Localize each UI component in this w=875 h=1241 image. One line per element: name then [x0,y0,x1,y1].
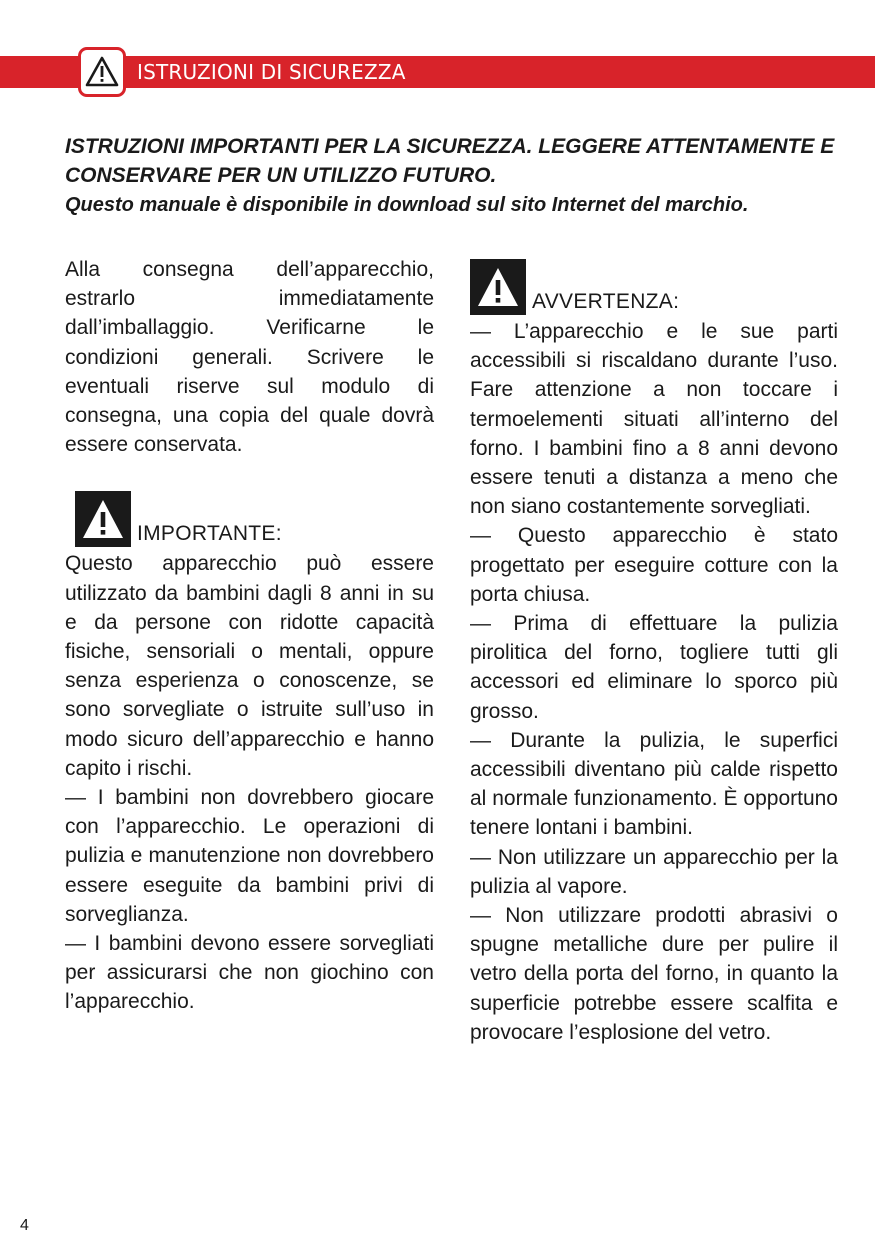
warning-triangle-icon [75,491,131,547]
left-column [65,255,434,1017]
right-column [470,255,838,1047]
header-band [0,56,875,88]
intro-headline: ISTRUZIONI IMPORTANTI PER LA SICUREZZA. LEGGERE ATTENTAMENTE E CONSERVARE PER UN UTILIZZO FUTURO. [65,135,835,187]
important-paragraph: — I bambini devono essere sorvegliati per assicurarsi che non giochino con l’apparecchio. [65,932,434,1014]
warning-paragraph: — L’apparecchio e le sue parti accessibili si riscaldano durante l’uso. Fare attenzione a non toccare i termoelementi situati all’interno del forno. I bambini fino a 8 anni devono essere tenuti a distanza a meno che non siano costantemente sorvegliati. [470,320,838,519]
warning-paragraph: — Non utilizzare prodotti abrasivi o spugne metalliche dure per pulire il vetro della porta del forno, in quanto la superficie potrebbe essere scalfita e provocare l’esplosione del vetro. [470,904,838,1044]
warning-heading [470,257,838,315]
warning-label: AVVERTENZA: [532,290,680,313]
important-label: IMPORTANTE: [137,522,282,546]
warning-triangle-icon [470,259,526,315]
warning-paragraph: — Non utilizzare un apparecchio per la pulizia al vapore. [470,845,838,898]
important-heading [75,489,434,547]
warning-paragraph: — Durante la pulizia, le superfici accessibili diventano più calde rispetto al normale funzionamento. È opportuno tenere lontani i bambini. [470,728,838,840]
important-paragraph: Questo apparecchio può essere utilizzato da bambini dagli 8 anni in su e da persone con ridotte capacità fisiche, sensoriali o mentali, oppure senza esperienza o conoscenze, se sono sorvegliate o istruite sull’uso in modo sicuro dell’apparecchio e hanno capito i rischi. [65,552,434,780]
warning-paragraph: — Questo apparecchio è stato progettato per eseguire cotture con la porta chiusa. [470,524,838,606]
page-number: 4 [20,1217,29,1234]
delivery-paragraph: Alla consegna dell’apparecchio, estrarlo immediatamente dall’imballaggio. Verificarne le condizioni generali. Scrivere le eventuali riserve sul modulo di consegna, una copia del quale dovrà essere conservata. [65,258,434,457]
section-title: ISTRUZIONI DI SICUREZZA [137,60,406,84]
warning-triangle-icon [78,47,126,97]
intro-subhead: Questo manuale è disponibile in download sul sito Internet del marchio. [65,194,749,216]
important-paragraph: — I bambini non dovrebbero giocare con l’apparecchio. Le operazioni di pulizia e manutenzione non dovrebbero essere eseguite da bambini privi di sorveglianza. [65,786,434,926]
warning-paragraph: — Prima di effettuare la pulizia pirolitica del forno, togliere tutti gli accessori ed eliminare lo sporco più grosso. [470,612,838,723]
